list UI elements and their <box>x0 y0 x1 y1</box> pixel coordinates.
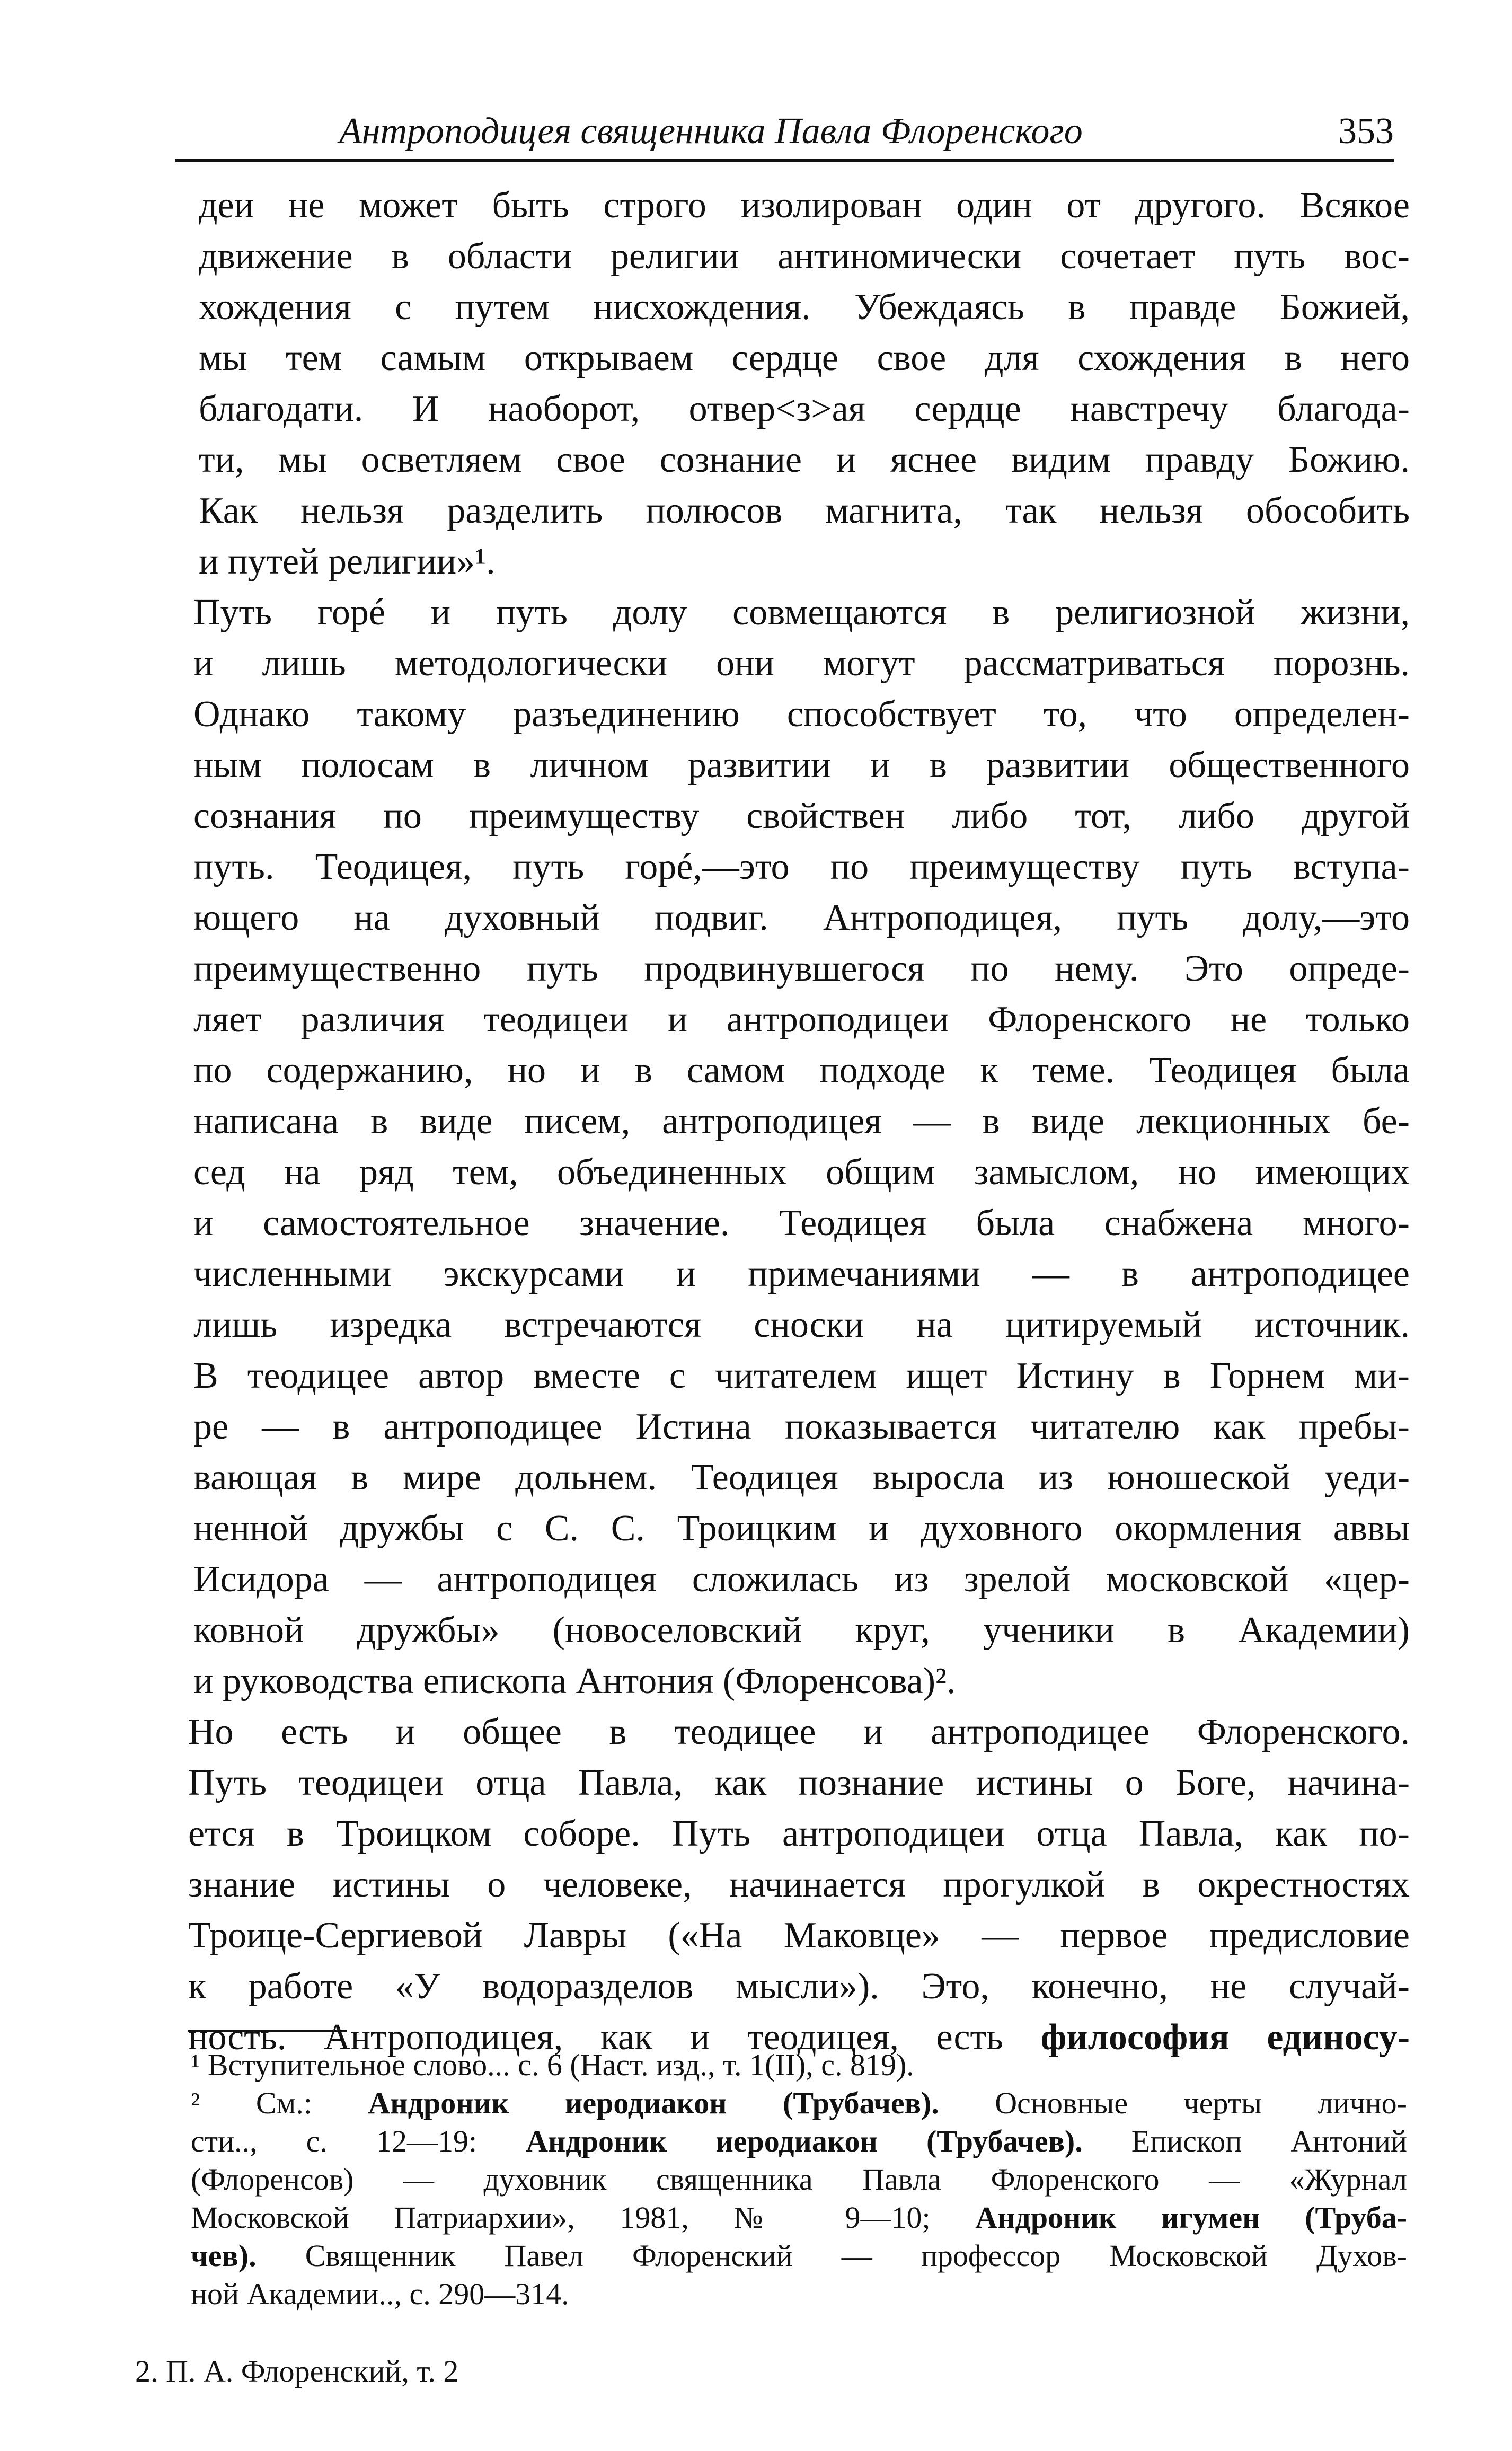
text-line: написана в виде писем, антроподицея — в виде лекционных бе- <box>193 1101 1410 1142</box>
body-text <box>0 180 1410 2063</box>
running-header <box>175 106 1394 159</box>
paragraph-start: Но есть и общее в теодицее и антроподицее Флоренского. <box>188 1712 1410 1752</box>
text-line: Путь теодицеи отца Павла, как познание истины о Боге, начина- <box>188 1762 1410 1803</box>
text-span: сти.., с. 12—19: <box>191 2124 478 2158</box>
text-line: благодати. И наоборот, отвер<з>ая сердце навстречу благода- <box>199 389 1410 429</box>
footnote-line: (Флоренсов) — духовник священника Павла Флоренского — «Журнал <box>191 2162 1407 2197</box>
footnote-line <box>0 2199 1407 2237</box>
text-line: ковной дружбы» (новоселовский круг, ученики в Академии) <box>193 1610 1410 1651</box>
text-line: численными экскурсами и примечаниями — в антроподицее <box>193 1254 1410 1294</box>
text-span: Епископ Антоний <box>1131 2124 1407 2158</box>
text-line: хождения с путем нисхождения. Убеждаясь в правде Божией, <box>199 287 1410 328</box>
text-line: ется в Троицком соборе. Путь антроподицеи отца Павла, как по- <box>188 1813 1410 1854</box>
footnote-2 <box>0 2084 1407 2122</box>
footnote-1: ¹ Вступительное слово... с. 6 (Наст. изд., т. 1(II), с. 819). <box>191 2048 914 2082</box>
text-line: В теодицее автор вместе с читателем ищет Истину в Горнем ми- <box>193 1355 1410 1396</box>
text-line: мы тем самым открываем сердце свое для схождения в него <box>199 338 1410 378</box>
footnote-line <box>0 2237 1407 2275</box>
text-line: и лишь методологически они могут рассматриваться порознь. <box>193 643 1410 684</box>
text-line: и руководства епископа Антония (Флоренсова)². <box>193 1661 956 1701</box>
text-line: ненной дружбы с С. С. Троицким и духовного окормления аввы <box>193 1508 1410 1549</box>
text-span: ² См.: <box>191 2086 312 2120</box>
text-line: ляет различия теодицеи и антроподицеи Флоренского не только <box>193 999 1410 1040</box>
text-line: Исидора — антроподицея сложилась из зрелой московской «цер- <box>193 1559 1410 1600</box>
header-rule <box>175 159 1394 162</box>
footnote-line <box>0 2122 1407 2161</box>
text-line: и самостоятельное значение. Теодицея была снабжена много- <box>193 1203 1410 1244</box>
text-line: ти, мы осветляем свое сознание и яснее видим правду Божию. <box>199 439 1410 480</box>
bold-author: чев). <box>191 2238 257 2273</box>
text-line: знание истины о человеке, начинается прогулкой в окрестностях <box>188 1864 1410 1905</box>
text-line: и путей религии»¹. <box>199 541 496 582</box>
text-line: Как нельзя разделить полюсов магнита, так нельзя обособить <box>199 490 1410 531</box>
bold-author: Андроник иеродиакон (Трубачев). <box>526 2124 1083 2158</box>
footnotes <box>0 2046 1407 2313</box>
text-line: к работе «У водоразделов мысли»). Это, конечно, не случай- <box>188 1966 1410 2007</box>
text-line: ным полосам в личном развитии и в развитии общественного <box>193 745 1410 786</box>
text-line: ющего на духовный подвиг. Антроподицея, путь долу,—это <box>193 897 1410 938</box>
bold-term: философия единосу- <box>1040 2017 1410 2058</box>
signature-mark: 2. П. А. Флоренский, т. 2 <box>135 2354 459 2388</box>
text-line: Однако такому разъединению способствует то, что определен- <box>193 694 1410 735</box>
text-line: сознания по преимуществу свойствен либо тот, либо другой <box>193 796 1410 836</box>
running-title: Антроподицея священника Павла Флоренского <box>339 111 1083 152</box>
footnote-rule <box>188 2030 347 2032</box>
text-line: Троице-Сергиевой Лавры («На Маковце» — первое предисловие <box>188 1915 1410 1956</box>
text-span: Основные черты лично- <box>995 2086 1407 2120</box>
text-line: движение в области религии антиномически сочетает путь вос- <box>199 236 1410 277</box>
text-line: вающая в мире дольнем. Теодицея выросла из юношеской уеди- <box>193 1457 1410 1498</box>
text-line: лишь изредка встречаются сноски на цитируемый источник. <box>193 1304 1410 1345</box>
text-line: сед на ряд тем, объединенных общим замыслом, но имеющих <box>193 1152 1410 1193</box>
text-span: ность. Антроподицея, как и теодицея, есть <box>188 2017 1004 2058</box>
page-number: 353 <box>1338 111 1394 152</box>
footnote-line: ной Академии.., с. 290—314. <box>191 2277 569 2311</box>
text-line: деи не может быть строго изолирован один от другого. Всякое <box>199 185 1410 226</box>
text-line: ре — в антроподицее Истина показывается читателю как пребы- <box>193 1406 1410 1447</box>
text-span: Московской Патриархии», 1981, № 9—10; <box>191 2200 931 2235</box>
text-span: Священник Павел Флоренский — профессор Московской Духов- <box>305 2238 1407 2273</box>
bold-author: Андроник игумен (Труба- <box>975 2200 1407 2235</box>
paragraph-start: Путь горé и путь долу совмещаются в религиозной жизни, <box>193 592 1410 633</box>
text-line: преимущественно путь продвинувшегося по нему. Это опреде- <box>193 948 1410 989</box>
bold-author: Андроник иеродиакон (Трубачев). <box>368 2086 939 2120</box>
text-line: путь. Теодицея, путь горé,—это по преимуществу путь вступа- <box>193 847 1410 887</box>
text-line: по содержанию, но и в самом подходе к теме. Теодицея была <box>193 1050 1410 1091</box>
